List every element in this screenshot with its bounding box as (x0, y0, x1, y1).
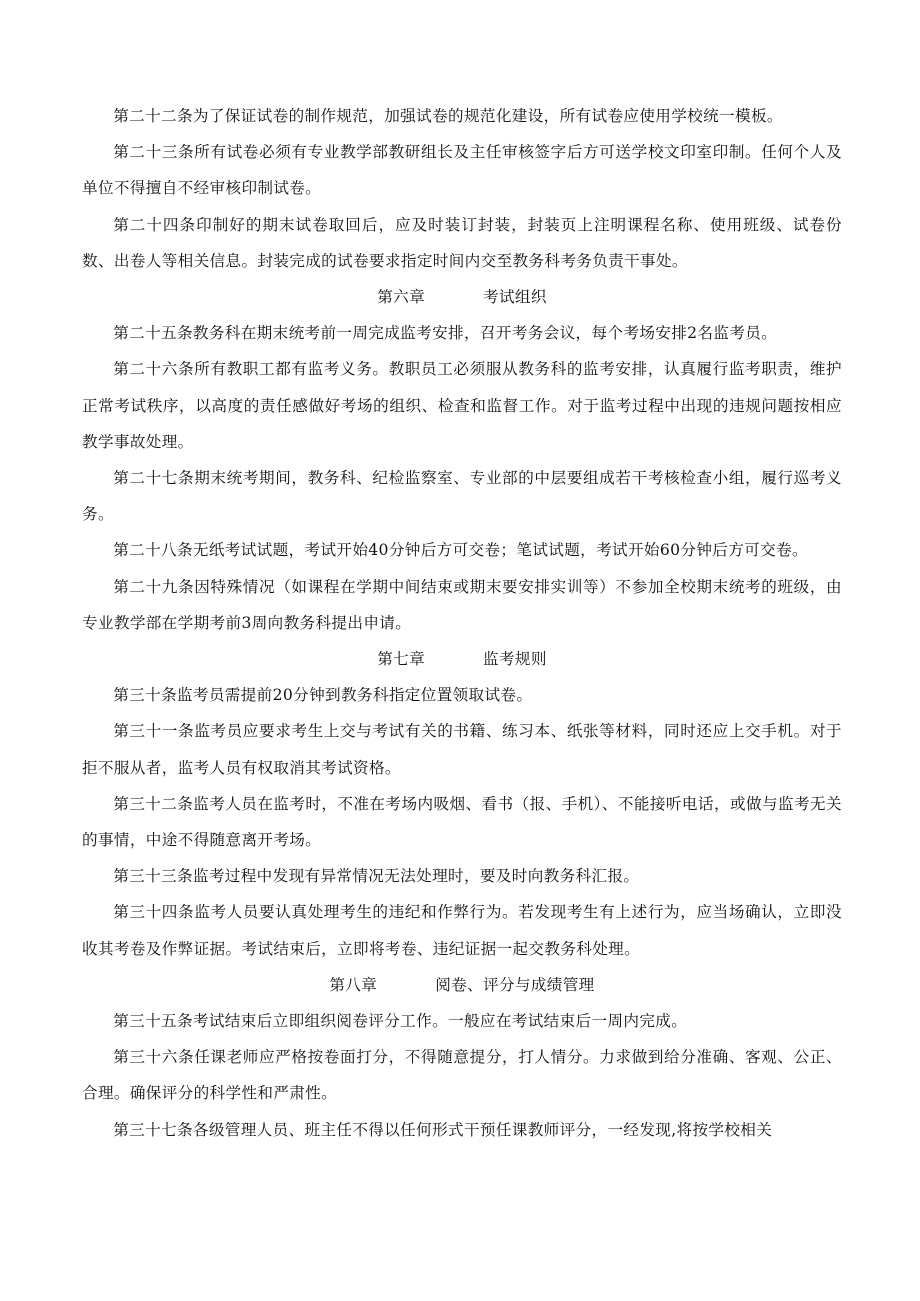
chapter-8-number: 第八章 (329, 975, 378, 994)
article-24: 第二十四条印制好的期末试卷取回后，应及时装订封装，封装页上注明课程名称、使用班级、试卷份数、出卷人等相关信息。封装完成的试卷要求指定时间内交至教务科考务负责干事处。 (82, 215, 842, 270)
article-37: 第三十七条各级管理人员、班主任不得以任何形式干预任课教师评分，一经发现,将按学校相关 (113, 1120, 773, 1139)
article-31: 第三十一条监考员应要求考生上交与考试有关的书籍、练习本、纸张等材料，同时还应上交手机。对于拒不服从者，监考人员有权取消其考试资格。 (82, 722, 842, 777)
article-23: 第二十三条所有试卷必须有专业教学部教研组长及主任审核签字后方可送学校文印室印制。任何个人及单位不得擅自不经审核印制试卷。 (82, 143, 842, 198)
article-29: 第二十九条因特殊情况（如课程在学期中间结束或期末要安排实训等）不参加全校期末统考的班级，由专业教学部在学期考前3周向教务科提出申请。 (82, 577, 842, 632)
article-35: 第三十五条考试结束后立即组织阅卷评分工作。一般应在考试结束后一周内完成。 (113, 1012, 688, 1031)
article-36: 第三十六条任课老师应严格按卷面打分，不得随意提分，打人情分。力求做到给分准确、客观、公正、合理。确保评分的科学性和严肃性。 (82, 1048, 842, 1103)
chapter-7-number: 第七章 (377, 650, 426, 669)
chapter-8-heading (82, 967, 842, 1003)
article-22: 第二十二条为了保证试卷的制作规范，加强试卷的规范化建设，所有试卷应使用学校统一模板。 (113, 107, 783, 125)
chapter-6-number: 第六章 (377, 288, 426, 307)
article-33: 第三十三条监考过程中发现有异常情况无法处理时，要及时向教务科汇报。 (113, 867, 640, 886)
article-26: 第二十六条所有教职工都有监考义务。教职员工必须服从教务科的监考安排，认真履行监考职责，维护正常考试秩序，以高度的责任感做好考场的组织、检查和监督工作。对于监考过程中出现的违规问题按相应教学事故处理。 (82, 360, 842, 451)
article-28: 第二十八条无纸考试试题，考试开始40分钟后方可交卷；笔试试题，考试开始60分钟后方可交卷。 (113, 541, 808, 560)
article-30: 第三十条监考员需提前20分钟到教务科指定位置领取试卷。 (113, 686, 533, 705)
article-27: 第二十七条期末统考期间，教务科、纪检监察室、专业部的中层要组成若干考核检查小组，履行巡考义务。 (82, 469, 842, 524)
chapter-7-heading (82, 641, 842, 677)
chapter-7-title: 监考规则 (483, 650, 547, 669)
document-body (82, 98, 842, 1148)
chapter-8-title: 阅卷、评分与成绩管理 (435, 975, 595, 994)
article-25: 第二十五条教务科在期末统考前一周完成监考安排，召开考务会议，每个考场安排2名监考员。 (113, 324, 778, 343)
article-32: 第三十二条监考人员在监考时，不准在考场内吸烟、看书（报、手机）、不能接听电话，或做与监考无关的事情，中途不得随意离开考场。 (82, 794, 842, 850)
article-34: 第三十四条监考人员要认真处理考生的违纪和作弊行为。若发现考生有上述行为，应当场确认，立即没收其考卷及作弊证据。考试结束后，立即将考卷、违纪证据一起交教务科处理。 (82, 903, 842, 958)
chapter-6-heading (82, 279, 842, 315)
chapter-6-title: 考试组织 (483, 288, 547, 307)
